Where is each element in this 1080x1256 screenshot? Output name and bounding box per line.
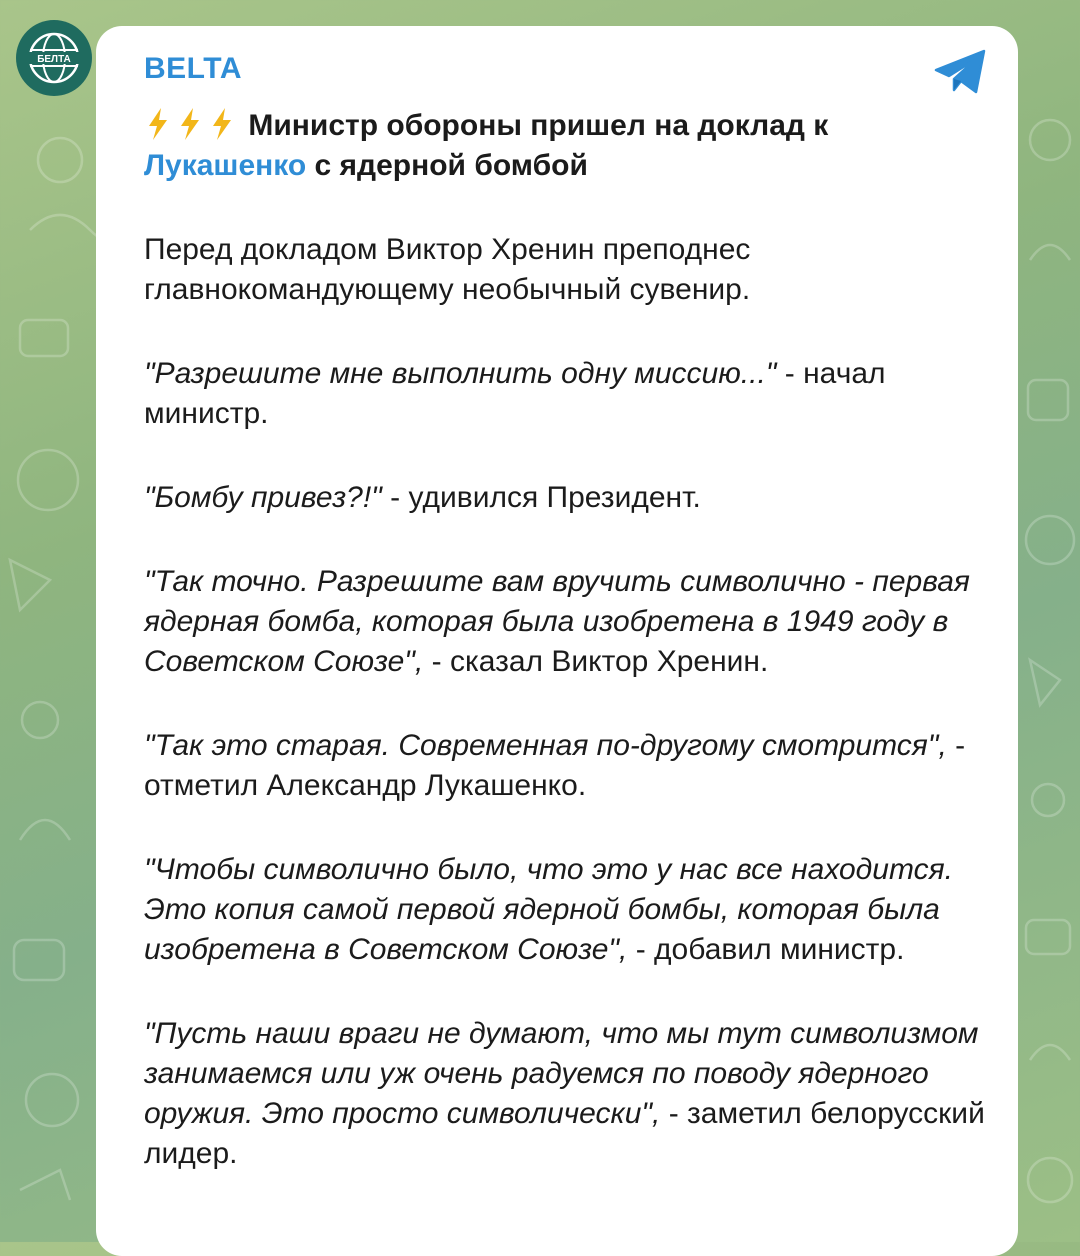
message-text — [144, 106, 994, 1174]
lightning-icon — [208, 107, 236, 141]
paragraph-6 — [144, 850, 994, 970]
headline-text-2: с ядерной бомбой — [314, 149, 588, 182]
belta-logo-icon — [19, 23, 89, 93]
lukashenko-link[interactable]: Лукашенко — [144, 149, 307, 182]
post-headline — [144, 106, 994, 186]
paragraph-5-attribution: - отметил Александр Лукашенко. — [144, 729, 966, 802]
lightning-icon — [144, 107, 172, 141]
channel-avatar[interactable] — [16, 20, 92, 96]
paragraph-2-quote: "Разрешите мне выполнить одну миссию..." — [144, 357, 777, 390]
paragraph-4 — [144, 562, 994, 682]
headline-text-1: Министр обороны пришел на доклад к — [248, 109, 829, 142]
avatar-text: БЕЛТА — [37, 54, 71, 65]
paragraph-4-quote: "Так точно. Разрешите вам вручить символично - первая ядерная бомба, которая была изобретена в 1949 году в Советском Союзе", — [144, 565, 970, 678]
lightning-icon — [176, 107, 204, 141]
paragraph-7-quote: "Пусть наши враги не думают, что мы тут символизмом занимаемся или уж очень радуемся по поводу ядерного оружия. Это просто символически", — [144, 1017, 979, 1130]
channel-name[interactable]: BELTA — [144, 52, 243, 85]
paragraph-3-quote: "Бомбу привез?!" — [144, 481, 382, 514]
paragraph-5 — [144, 726, 994, 806]
message-bubble — [96, 26, 1018, 1256]
paragraph-3 — [144, 478, 994, 518]
paragraph-6-quote: "Чтобы символично было, что это у нас все находится. Это копия самой первой ядерной бомбы, которая была изобретена в Советском Союзе", — [144, 853, 953, 966]
paragraph-7 — [144, 1014, 994, 1174]
paragraph-5-quote: "Так это старая. Современная по-другому смотрится", — [144, 729, 947, 762]
paragraph-1 — [144, 230, 994, 310]
paragraph-2-attribution: - начал министр. — [144, 357, 886, 430]
paragraph-4-attribution: - сказал Виктор Хренин. — [423, 645, 769, 678]
paragraph-2 — [144, 354, 994, 434]
paragraph-6-attribution: - добавил министр. — [627, 933, 905, 966]
paragraph-1-text: Перед докладом Виктор Хренин преподнес главнокомандующему необычный сувенир. — [144, 233, 751, 306]
telegram-share-icon[interactable] — [932, 48, 988, 96]
paragraph-3-attribution: - удивился Президент. — [381, 481, 701, 514]
paragraph-7-attribution: - заметил белорусский лидер. — [144, 1097, 985, 1170]
